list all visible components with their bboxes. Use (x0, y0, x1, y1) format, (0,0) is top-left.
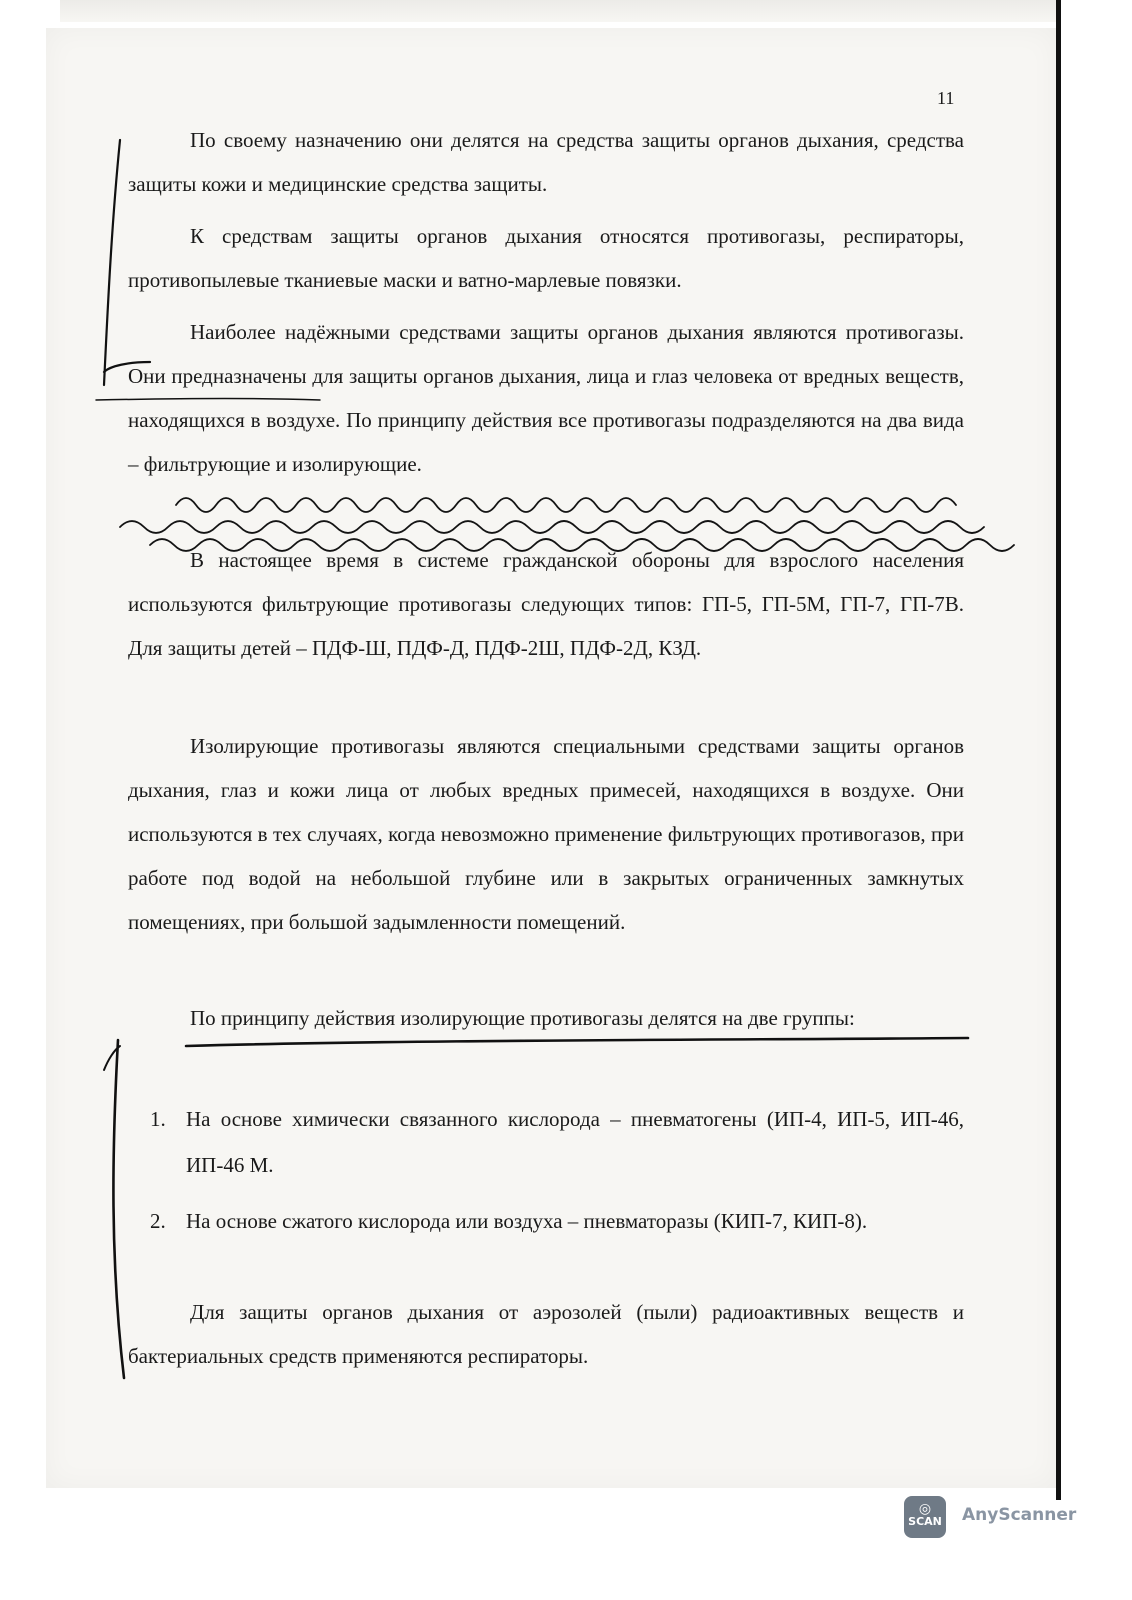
handwritten-note-strokes (120, 498, 1014, 551)
underline-stroke (96, 399, 320, 401)
list-number: 1. (150, 1107, 166, 1131)
paragraph-gas-masks: Наиболее надёжными средствами защиты органов дыхания являются противогазы. Они предназначены для защиты органов дыхания, лица и глаз человека от вредных веществ, находящихся в воздухе. По принципу действия все противогазы подразделяются на два вида – фильтрующие и изолирующие. (128, 320, 964, 476)
paragraph-isolating-masks: Изолирующие противогазы являются специальными средствами защиты органов дыхания, глаз и кожи лица от любых вредных примесей, находящихся в воздухе. Они используются в тех случаях, когда невозможно применение фильтрующих противогазов, при работе под водой на небольшой глубине или в закрытых ограниченных замкнутых помещениях, при большой задымленности помещений. (128, 734, 964, 934)
margin-bracket-bottom (113, 1040, 124, 1378)
paragraph-respirators: Для защиты органов дыхания от аэрозолей (пыли) радиоактивных веществ и бактериальных средств применяются респираторы. (128, 1300, 964, 1368)
paragraph-respiratory-means: К средствам защиты органов дыхания относятся противогазы, респираторы, противопылевые тканиевые маски и ватно-марлевые повязки. (128, 224, 964, 292)
list-text: На основе химически связанного кислорода – пневматогены (ИП-4, ИП-5, ИП-46, ИП-46 М. (186, 1107, 964, 1177)
group-underline (186, 1038, 968, 1046)
scanner-logo-icon: ◎ SCAN (904, 1496, 946, 1538)
paragraph-filter-types: В настоящее время в системе гражданской обороны для взрослого населения используются фильтрующие противогазы следующих типов: ГП-5, ГП-5М, ГП-7, ГП-7В. Для защиты детей – ПДФ-Ш, ПДФ-Д, ПДФ-2Ш, ПДФ-2Д, КЗД. (128, 548, 964, 660)
page-number: 11 (937, 88, 955, 108)
paragraph-groups: По принципу действия изолирующие противогазы делятся на две группы: (190, 1006, 855, 1030)
scanner-brand: AnyScanner (962, 1505, 1077, 1525)
logo-text: SCAN (908, 1515, 942, 1528)
list-number: 2. (150, 1209, 166, 1233)
list-text: На основе сжатого кислорода или воздуха – пневматоразы (КИП-7, КИП-8). (186, 1209, 868, 1233)
paragraph-purpose: По своему назначению они делятся на средства защиты органов дыхания, средства защиты кожи и медицинские средства защиты. (128, 128, 964, 196)
bracket-hook (104, 362, 150, 372)
margin-bracket-top (104, 140, 120, 385)
